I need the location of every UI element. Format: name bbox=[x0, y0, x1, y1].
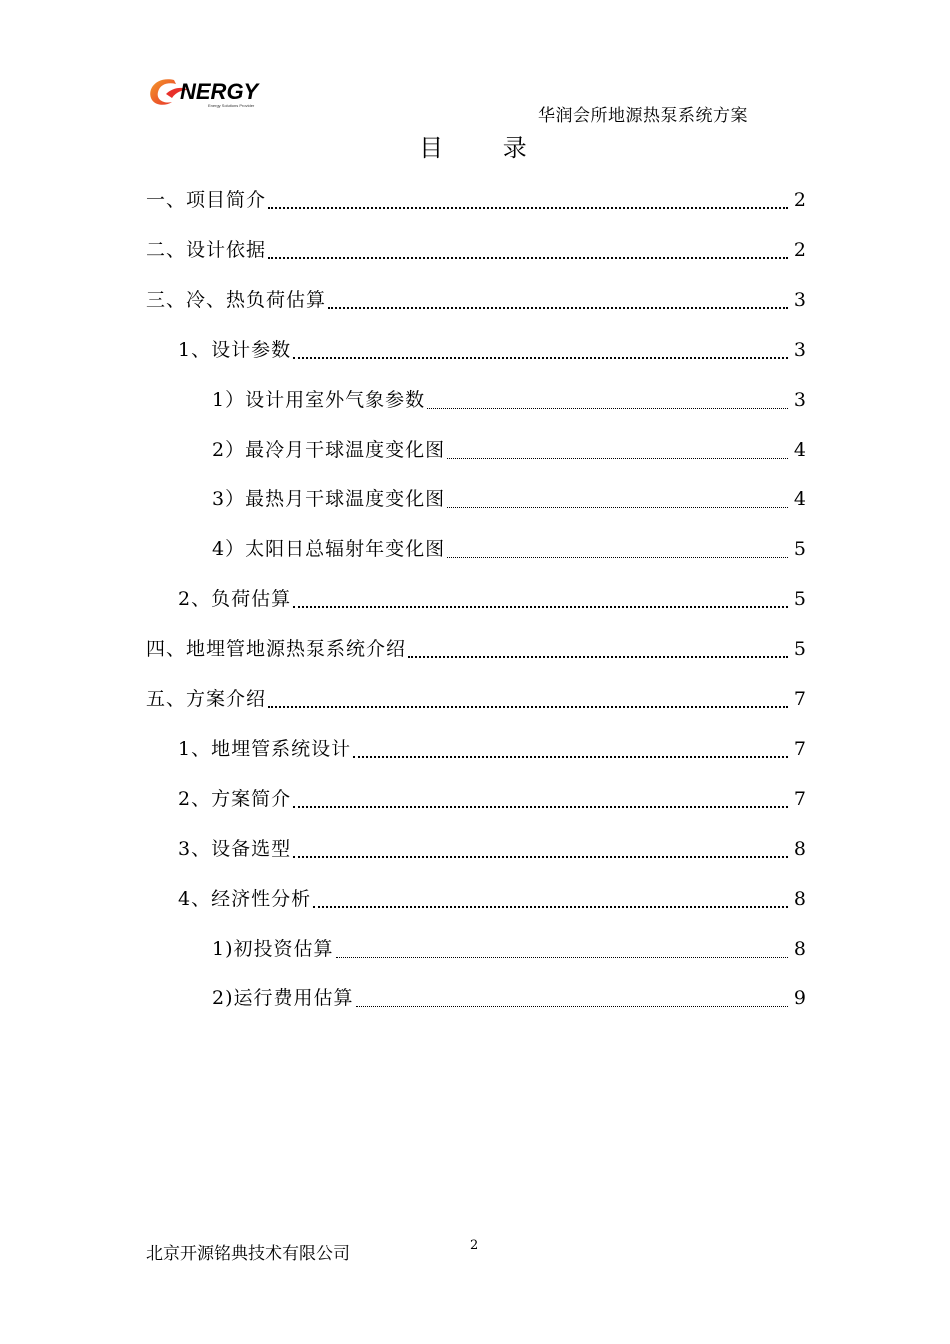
toc-dot-leader bbox=[353, 756, 788, 758]
toc-dot-leader bbox=[293, 357, 788, 359]
toc-dot-leader bbox=[268, 207, 788, 209]
toc-entry-page: 3 bbox=[793, 388, 806, 411]
toc-dot-leader bbox=[293, 806, 788, 808]
toc-dot-leader bbox=[408, 656, 788, 658]
toc-entry-label: 2、方案简介 bbox=[178, 787, 292, 810]
toc-entry[interactable] bbox=[178, 581, 806, 611]
toc-title: 目 录 bbox=[419, 134, 553, 162]
toc-entry-label: 二、设计依据 bbox=[146, 238, 267, 261]
toc-entry-label: 4）太阳日总辐射年变化图 bbox=[212, 538, 446, 561]
toc-entry-label: 4、经济性分析 bbox=[178, 887, 312, 910]
logo-tagline: Energy Solutions Provider bbox=[208, 103, 255, 108]
toc-entry[interactable] bbox=[212, 382, 806, 412]
toc-dot-leader bbox=[336, 957, 788, 958]
toc-entry-label: 1、设计参数 bbox=[178, 338, 292, 361]
toc-entry-page: 7 bbox=[793, 737, 806, 760]
toc-entry[interactable] bbox=[178, 781, 806, 811]
footer-page-number: 2 bbox=[470, 1238, 479, 1253]
toc-entry[interactable] bbox=[146, 182, 806, 212]
toc-entry-page: 7 bbox=[793, 787, 806, 810]
toc-dot-leader bbox=[293, 856, 788, 858]
toc-entry[interactable] bbox=[146, 282, 806, 312]
toc-entry[interactable] bbox=[178, 831, 806, 861]
toc-entry[interactable] bbox=[178, 731, 806, 761]
toc-entry-label: 1、地埋管系统设计 bbox=[178, 737, 352, 760]
toc-dot-leader bbox=[447, 507, 788, 508]
toc-entry-label: 五、方案介绍 bbox=[146, 688, 267, 710]
logo-text: NERGY bbox=[180, 79, 259, 104]
toc-entry-page: 8 bbox=[793, 837, 806, 860]
toc-entry-label: 2）最冷月干球温度变化图 bbox=[212, 438, 446, 461]
toc-entry-page: 2 bbox=[793, 238, 806, 261]
toc-dot-leader bbox=[447, 557, 788, 558]
toc-entry-page: 3 bbox=[793, 338, 806, 361]
toc-entry-page: 8 bbox=[793, 887, 806, 910]
toc-dot-leader bbox=[427, 408, 788, 409]
toc-entry[interactable] bbox=[146, 631, 806, 661]
toc-entry-label: 1)初投资估算 bbox=[212, 937, 334, 960]
toc-dot-leader bbox=[313, 906, 788, 908]
toc-dot-leader bbox=[293, 606, 788, 608]
toc-entry-page: 4 bbox=[793, 488, 806, 511]
company-logo bbox=[146, 72, 286, 112]
toc-entry-label: 3、设备选型 bbox=[178, 837, 292, 860]
footer-company: 北京开源铭典技术有限公司 bbox=[146, 1244, 350, 1264]
toc-entry-page: 7 bbox=[793, 688, 806, 710]
toc-entry-label: 一、项目简介 bbox=[146, 189, 267, 211]
toc-entry-label: 2)运行费用估算 bbox=[212, 987, 354, 1010]
toc-entry-page: 3 bbox=[793, 288, 806, 311]
toc-dot-leader bbox=[328, 307, 788, 309]
toc-entry-page: 8 bbox=[793, 937, 806, 960]
toc-entry-label: 2、负荷估算 bbox=[178, 588, 292, 611]
toc-dot-leader bbox=[356, 1006, 788, 1007]
toc-dot-leader bbox=[447, 458, 788, 459]
toc-entry-label: 三、冷、热负荷估算 bbox=[146, 288, 327, 311]
toc-entry-page: 5 bbox=[793, 638, 806, 661]
toc-entry[interactable] bbox=[146, 232, 806, 262]
toc-entry-page: 9 bbox=[793, 987, 806, 1010]
toc-entry[interactable] bbox=[146, 681, 806, 711]
toc-entry-label: 四、地埋管地源热泵系统介绍 bbox=[146, 638, 407, 661]
toc-entry-page: 5 bbox=[793, 588, 806, 611]
header-title: 华润会所地源热泵系统方案 bbox=[538, 106, 748, 126]
toc-entry-page: 4 bbox=[793, 438, 806, 461]
toc-entry-page: 5 bbox=[793, 538, 806, 561]
toc-entry[interactable] bbox=[212, 931, 806, 961]
toc-entry[interactable] bbox=[212, 432, 806, 462]
toc-dot-leader bbox=[268, 257, 788, 259]
toc-entry[interactable] bbox=[212, 980, 806, 1010]
toc-entry[interactable] bbox=[212, 531, 806, 561]
toc-entry[interactable] bbox=[178, 332, 806, 362]
toc-entry-page: 2 bbox=[793, 189, 806, 211]
toc-dot-leader bbox=[268, 706, 788, 708]
toc-entry[interactable] bbox=[212, 481, 806, 511]
toc-entry-label: 3）最热月干球温度变化图 bbox=[212, 488, 446, 511]
toc-entry[interactable] bbox=[178, 881, 806, 911]
toc-entry-label: 1）设计用室外气象参数 bbox=[212, 388, 426, 411]
